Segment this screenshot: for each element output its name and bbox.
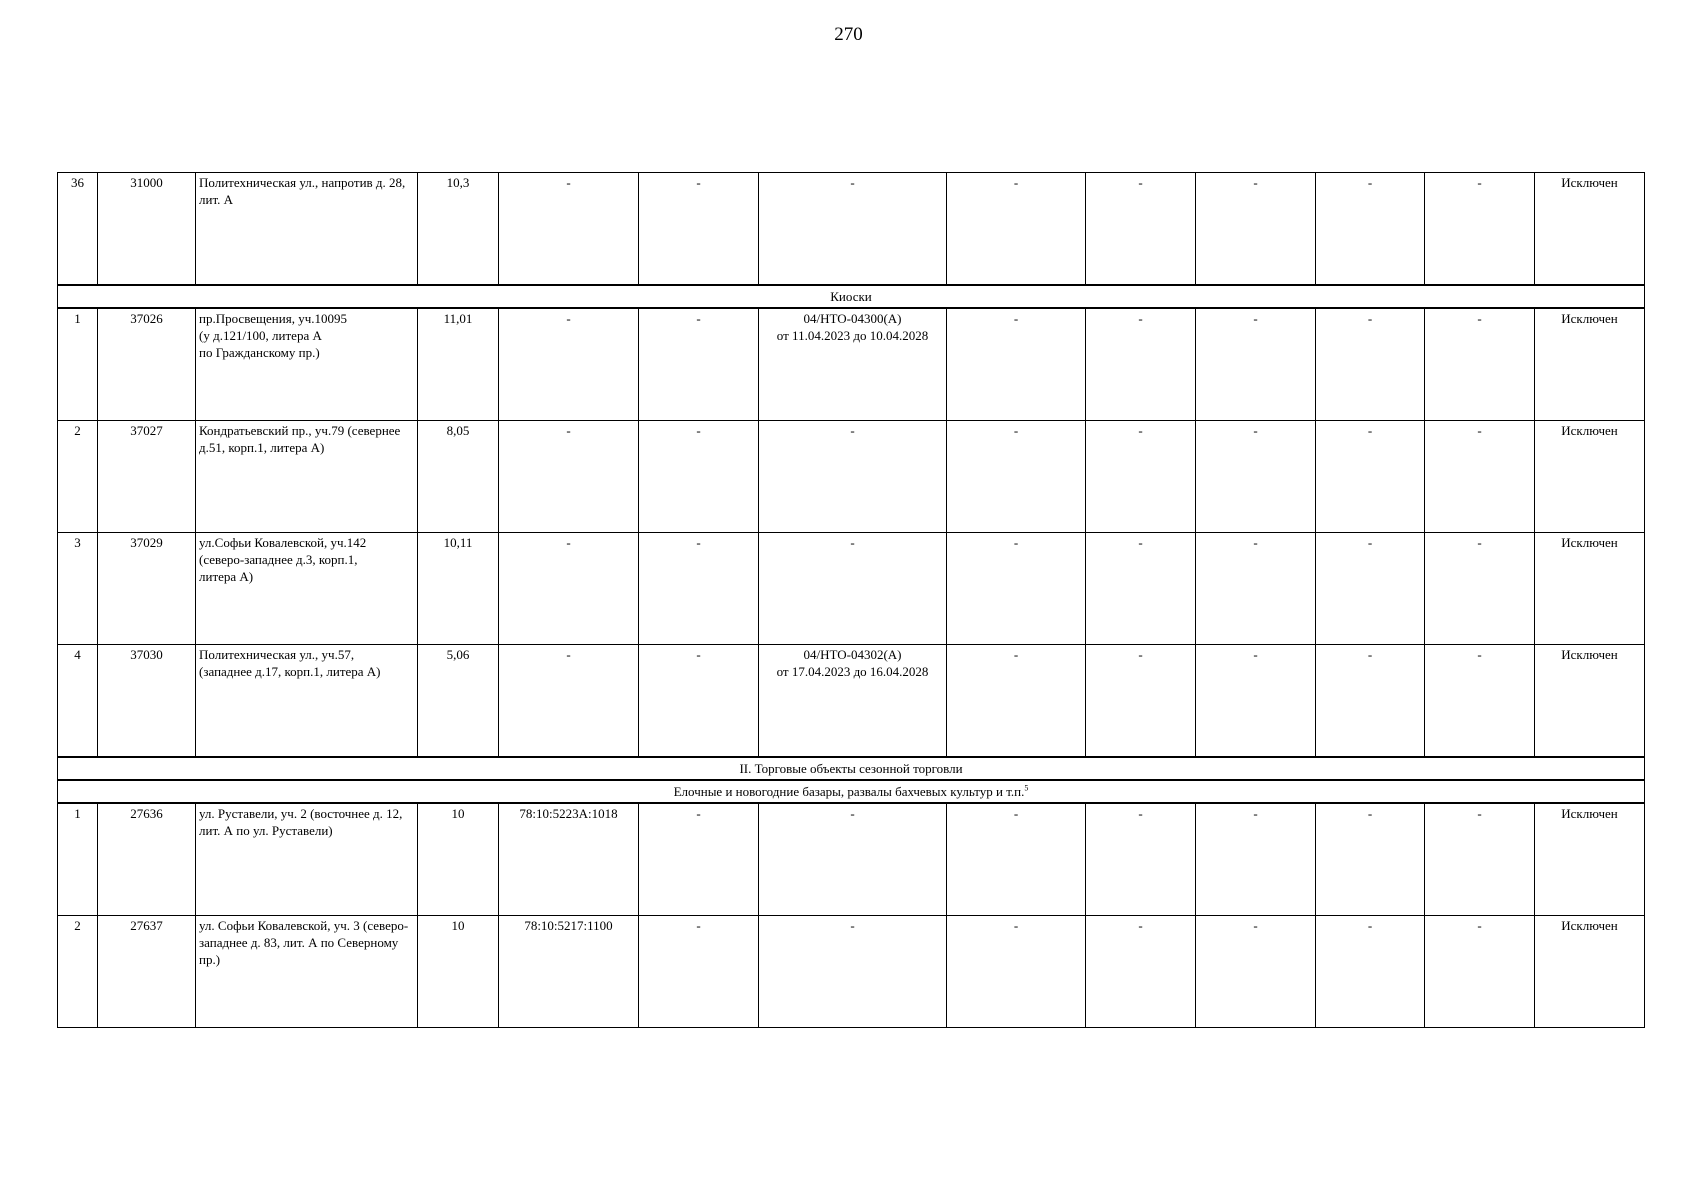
registry-table xyxy=(57,172,1645,1028)
cell-area: 10 xyxy=(418,916,499,1028)
section-header-row xyxy=(58,285,1645,308)
cell-address: Кондратьевский пр., уч.79 (севернее д.51, корп.1, литера А) xyxy=(196,421,418,533)
cell-column-10: - xyxy=(1196,421,1316,533)
cell-column-8: - xyxy=(947,645,1086,758)
cell-column-10: - xyxy=(1196,308,1316,421)
cell-address: Политехническая ул., напротив д. 28, лит. А xyxy=(196,173,418,286)
section-title xyxy=(58,780,1645,803)
cell-object-code: 27637 xyxy=(98,916,196,1028)
table-row xyxy=(58,173,1645,286)
cell-row-number: 36 xyxy=(58,173,98,286)
cell-address: ул. Софьи Ковалевской, уч. 3 (северо-западнее д. 83, лит. А по Северному пр.) xyxy=(196,916,418,1028)
cell-column-11: - xyxy=(1316,803,1425,916)
cell-column-6: - xyxy=(639,803,759,916)
cell-column-9: - xyxy=(1086,421,1196,533)
cell-column-12: - xyxy=(1425,173,1535,286)
cell-cadastral-number: - xyxy=(499,533,639,645)
cell-cadastral-number: - xyxy=(499,421,639,533)
cell-cadastral-number: - xyxy=(499,173,639,286)
cell-contract: - xyxy=(759,533,947,645)
cell-area: 11,01 xyxy=(418,308,499,421)
cell-object-code: 37026 xyxy=(98,308,196,421)
cell-cadastral-number: - xyxy=(499,645,639,758)
cell-column-9: - xyxy=(1086,803,1196,916)
cell-status: Исключен xyxy=(1535,308,1645,421)
cell-column-8: - xyxy=(947,803,1086,916)
section-title-text: II. Торговые объекты сезонной торговли xyxy=(739,761,963,776)
cell-object-code: 27636 xyxy=(98,803,196,916)
cell-column-11: - xyxy=(1316,533,1425,645)
cell-column-10: - xyxy=(1196,916,1316,1028)
cell-contract: 04/НТО-04302(А) от 17.04.2023 до 16.04.2028 xyxy=(759,645,947,758)
footnote-marker: 5 xyxy=(1024,783,1029,793)
cell-area: 10,3 xyxy=(418,173,499,286)
table-row xyxy=(58,533,1645,645)
cell-status: Исключен xyxy=(1535,421,1645,533)
cell-object-code: 37029 xyxy=(98,533,196,645)
cell-column-6: - xyxy=(639,916,759,1028)
cell-column-10: - xyxy=(1196,533,1316,645)
cell-column-8: - xyxy=(947,173,1086,286)
cell-object-code: 31000 xyxy=(98,173,196,286)
cell-area: 5,06 xyxy=(418,645,499,758)
cell-column-11: - xyxy=(1316,645,1425,758)
cell-column-12: - xyxy=(1425,421,1535,533)
table-row xyxy=(58,308,1645,421)
cell-row-number: 1 xyxy=(58,308,98,421)
cell-address: ул.Софьи Ковалевской, уч.142 (северо-западнее д.3, корп.1, литера А) xyxy=(196,533,418,645)
cell-contract: - xyxy=(759,916,947,1028)
cell-column-6: - xyxy=(639,421,759,533)
cell-status: Исключен xyxy=(1535,533,1645,645)
table-row xyxy=(58,421,1645,533)
cell-column-6: - xyxy=(639,173,759,286)
cell-column-8: - xyxy=(947,421,1086,533)
cell-row-number: 2 xyxy=(58,916,98,1028)
cell-contract: - xyxy=(759,173,947,286)
cell-area: 10 xyxy=(418,803,499,916)
cell-row-number: 4 xyxy=(58,645,98,758)
cell-column-12: - xyxy=(1425,533,1535,645)
cell-column-12: - xyxy=(1425,308,1535,421)
cell-status: Исключен xyxy=(1535,645,1645,758)
cell-object-code: 37030 xyxy=(98,645,196,758)
cell-contract: 04/НТО-04300(А) от 11.04.2023 до 10.04.2028 xyxy=(759,308,947,421)
cell-row-number: 3 xyxy=(58,533,98,645)
section-header-row xyxy=(58,780,1645,803)
cell-address: пр.Просвещения, уч.10095 (у д.121/100, литера А по Гражданскому пр.) xyxy=(196,308,418,421)
section-title xyxy=(58,757,1645,780)
cell-column-11: - xyxy=(1316,173,1425,286)
cell-area: 8,05 xyxy=(418,421,499,533)
cell-column-9: - xyxy=(1086,645,1196,758)
cell-column-11: - xyxy=(1316,308,1425,421)
cell-column-8: - xyxy=(947,916,1086,1028)
cell-column-12: - xyxy=(1425,916,1535,1028)
cell-column-6: - xyxy=(639,308,759,421)
table-row xyxy=(58,645,1645,758)
cell-address: Политехническая ул., уч.57, (западнее д.17, корп.1, литера А) xyxy=(196,645,418,758)
cell-column-10: - xyxy=(1196,173,1316,286)
section-title-text: Елочные и новогодние базары, развалы бахчевых культур и т.п. xyxy=(673,784,1025,799)
cell-status: Исключен xyxy=(1535,803,1645,916)
cell-column-9: - xyxy=(1086,533,1196,645)
cell-contract: - xyxy=(759,421,947,533)
table-row xyxy=(58,803,1645,916)
cell-object-code: 37027 xyxy=(98,421,196,533)
cell-row-number: 1 xyxy=(58,803,98,916)
section-header-row xyxy=(58,757,1645,780)
cell-column-9: - xyxy=(1086,173,1196,286)
cell-status: Исключен xyxy=(1535,173,1645,286)
page-number: 270 xyxy=(834,24,863,45)
table-row xyxy=(58,916,1645,1028)
cell-cadastral-number: - xyxy=(499,308,639,421)
section-title xyxy=(58,285,1645,308)
cell-column-12: - xyxy=(1425,645,1535,758)
cell-column-12: - xyxy=(1425,803,1535,916)
cell-cadastral-number: 78:10:5223А:1018 xyxy=(499,803,639,916)
cell-column-10: - xyxy=(1196,645,1316,758)
cell-area: 10,11 xyxy=(418,533,499,645)
cell-contract: - xyxy=(759,803,947,916)
section-title-text: Киоски xyxy=(830,289,872,304)
cell-column-11: - xyxy=(1316,916,1425,1028)
cell-status: Исключен xyxy=(1535,916,1645,1028)
cell-column-10: - xyxy=(1196,803,1316,916)
cell-address: ул. Руставели, уч. 2 (восточнее д. 12, лит. А по ул. Руставели) xyxy=(196,803,418,916)
cell-column-6: - xyxy=(639,533,759,645)
cell-row-number: 2 xyxy=(58,421,98,533)
cell-column-9: - xyxy=(1086,916,1196,1028)
cell-column-8: - xyxy=(947,533,1086,645)
cell-cadastral-number: 78:10:5217:1100 xyxy=(499,916,639,1028)
cell-column-8: - xyxy=(947,308,1086,421)
cell-column-6: - xyxy=(639,645,759,758)
cell-column-11: - xyxy=(1316,421,1425,533)
cell-column-9: - xyxy=(1086,308,1196,421)
